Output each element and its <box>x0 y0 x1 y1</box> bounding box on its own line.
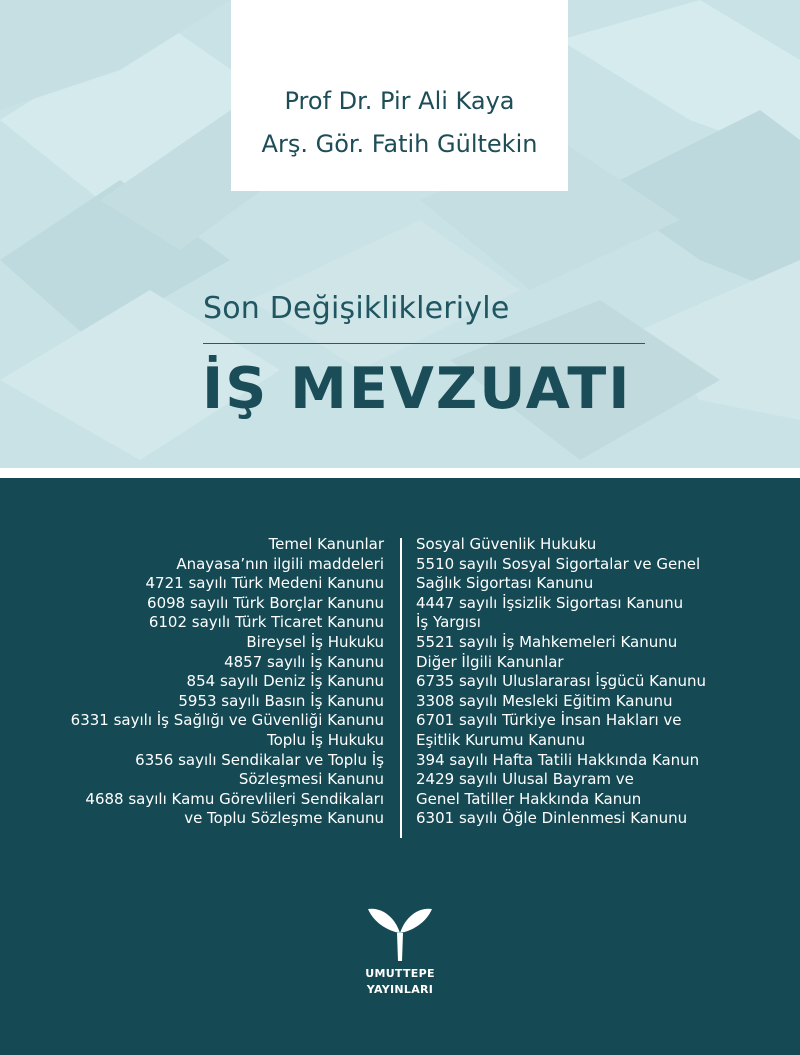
content-line: 5510 sayılı Sosyal Sigortalar ve Genel <box>416 554 701 573</box>
content-line: Bireysel İş Hukuku <box>246 632 384 651</box>
content-line: 6102 sayılı Türk Ticaret Kanunu <box>148 613 384 632</box>
content-line: 6098 sayılı Türk Borçlar Kanunu <box>147 593 384 612</box>
contents-right-column <box>416 535 706 829</box>
publisher-name <box>300 966 500 998</box>
content-line: Temel Kanunlar <box>268 535 384 553</box>
content-line: İş Yargısı <box>416 613 481 632</box>
content-line: Diğer İlgili Kanunlar <box>416 652 564 671</box>
content-line: 4688 sayılı Kamu Görevlileri Sendikaları <box>85 789 384 808</box>
content-line: 854 sayılı Deniz İş Kanunu <box>186 672 384 691</box>
book-subtitle: Son Değişiklikleriyle <box>203 291 510 326</box>
content-line: 6701 sayılı Türkiye İnsan Hakları ve <box>416 711 682 730</box>
author-name-1: Prof Dr. Pir Ali Kaya <box>284 87 515 115</box>
content-line: 394 sayılı Hafta Tatili Hakkında Kanun <box>416 750 700 769</box>
contents-left-column <box>71 535 384 829</box>
title-divider <box>203 343 645 344</box>
content-line: Sözleşmesi Kanunu <box>238 770 384 789</box>
white-stripe-divider <box>0 468 800 478</box>
content-line: Toplu İş Hukuku <box>266 730 384 749</box>
publisher-line-2: YAYINLARI <box>366 983 434 996</box>
content-line: 2429 sayılı Ulusal Bayram ve <box>416 770 634 789</box>
content-line: 4721 sayılı Türk Medeni Kanunu <box>145 574 384 593</box>
publisher-line-1: UMUTTEPE <box>365 967 435 980</box>
author-name-2: Arş. Gör. Fatih Gültekin <box>261 130 538 158</box>
content-line: 6356 sayılı Sendikalar ve Toplu İş <box>135 750 384 769</box>
content-line: Eşitlik Kurumu Kanunu <box>416 730 586 749</box>
author-box <box>231 0 568 191</box>
content-line: Anayasa’nın ilgili maddeleri <box>176 554 384 573</box>
content-line: Sağlık Sigortası Kanunu <box>416 574 594 593</box>
content-line: 6301 sayılı Öğle Dinlenmesi Kanunu <box>416 809 688 828</box>
content-line: 6735 sayılı Uluslararası İşgücü Kanunu <box>416 672 706 691</box>
content-line: Sosyal Güvenlik Hukuku <box>416 535 597 553</box>
content-line: 6331 sayılı İş Sağlığı ve Güvenliği Kanunu <box>70 711 384 730</box>
content-line: 4447 sayılı İşsizlik Sigortası Kanunu <box>416 593 684 612</box>
tulip-logo-icon <box>366 903 434 963</box>
content-line: 4857 sayılı İş Kanunu <box>224 652 384 671</box>
content-line: 5521 sayılı İş Mahkemeleri Kanunu <box>416 632 678 651</box>
column-divider <box>400 538 402 838</box>
content-line: Genel Tatiller Hakkında Kanun <box>416 789 642 808</box>
book-title: İŞ MEVZUATI <box>202 356 632 422</box>
content-line: ve Toplu Sözleşme Kanunu <box>184 809 384 828</box>
content-line: 3308 sayılı Mesleki Eğitim Kanunu <box>416 691 673 710</box>
cover-top-section <box>0 0 800 478</box>
content-line: 5953 sayılı Basın İş Kanunu <box>178 691 384 710</box>
